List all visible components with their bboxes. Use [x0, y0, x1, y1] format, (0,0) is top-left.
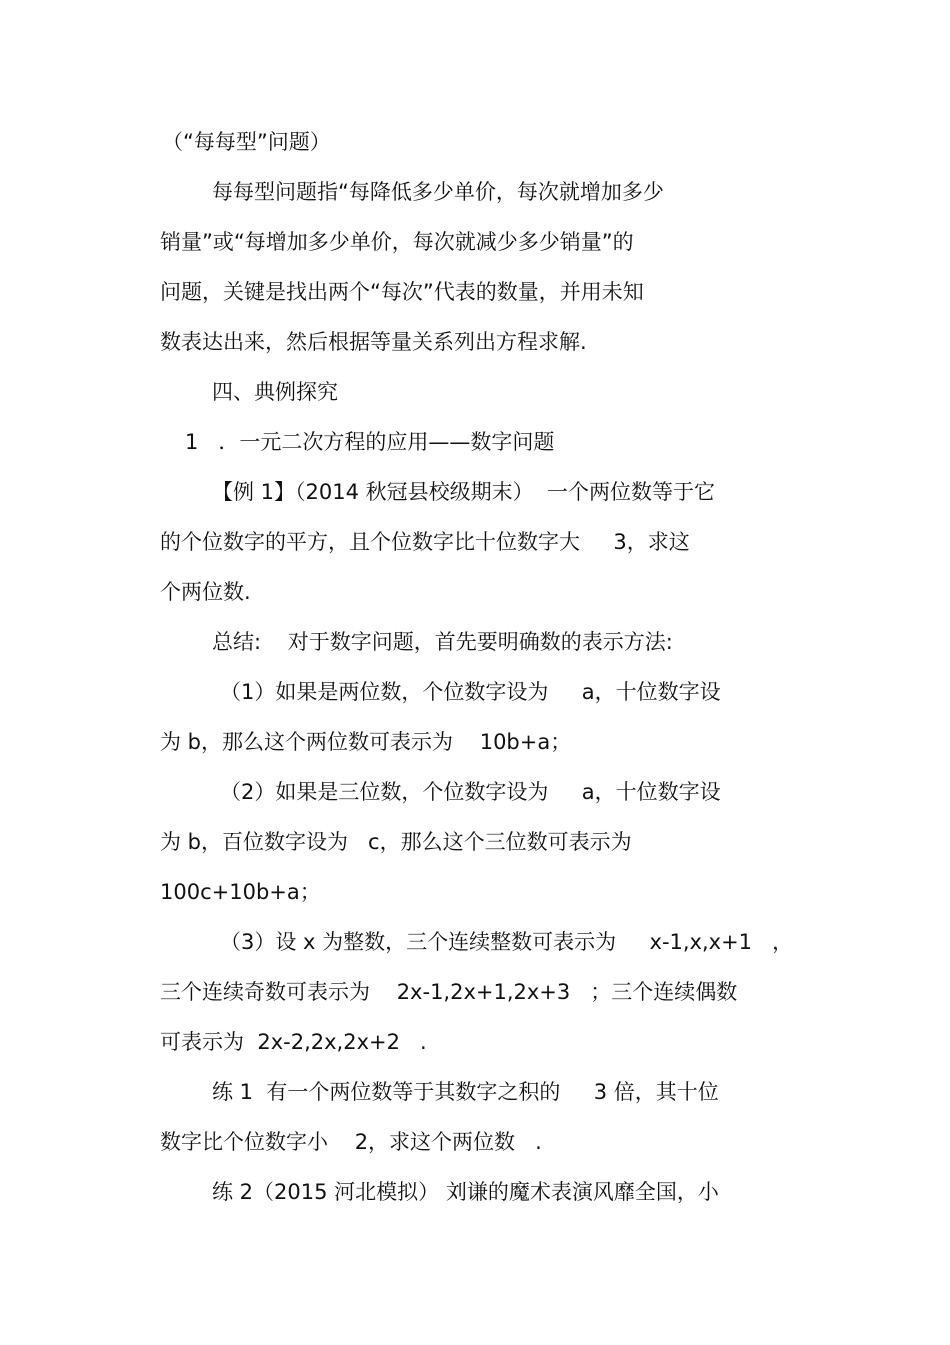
- summary-item: 100c+10b+a；: [160, 880, 321, 904]
- summary-item: （1）如果是两位数，个位数字设为 a，十位数字设: [220, 680, 721, 704]
- summary-line: 总结: 对于数字问题，首先要明确数的表示方法:: [212, 630, 673, 654]
- paragraph-line: 问题，关键是找出两个“每次”代表的数量，并用未知: [160, 280, 644, 304]
- exercise-line: 练 2（2015 河北模拟） 刘谦的魔术表演风靡全国，小: [212, 1180, 719, 1204]
- summary-item: （3）设 x 为整数，三个连续整数可表示为 x-1,x,x+1 ，: [220, 930, 794, 954]
- section-title: （“每每型”问题）: [162, 130, 331, 154]
- summary-item: 为 b，百位数字设为 c，那么这个三位数可表示为: [160, 830, 632, 854]
- paragraph-line: 数表达出来，然后根据等量关系列出方程求解.: [160, 330, 587, 354]
- summary-item: 为 b，那么这个两位数可表示为 10b+a；: [160, 730, 572, 754]
- subsection-heading: 1 ．一元二次方程的应用——数字问题: [185, 430, 555, 454]
- example-line: 【例 1】（2014 秋冠县校级期末） 一个两位数等于它: [212, 480, 716, 504]
- example-line: 个两位数.: [160, 580, 251, 604]
- summary-item: 可表示为 2x-2,2x,2x+2 .: [160, 1030, 427, 1054]
- section-heading: 四、典例探究: [212, 380, 338, 404]
- exercise-line: 数字比个位数字小 2，求这个两位数 .: [160, 1130, 542, 1154]
- paragraph-line: 每每型问题指“每降低多少单价，每次就增加多少: [212, 180, 664, 204]
- summary-item: （2）如果是三位数，个位数字设为 a，十位数字设: [220, 780, 721, 804]
- paragraph-line: 销量”或“每增加多少单价，每次就减少多少销量”的: [160, 230, 634, 254]
- example-line: 的个位数字的平方，且个位数字比十位数字大 3，求这: [160, 530, 690, 554]
- summary-item: 三个连续奇数可表示为 2x-1,2x+1,2x+3 ；三个连续偶数: [160, 980, 738, 1004]
- exercise-line: 练 1 有一个两位数等于其数字之积的 3 倍，其十位: [212, 1080, 719, 1104]
